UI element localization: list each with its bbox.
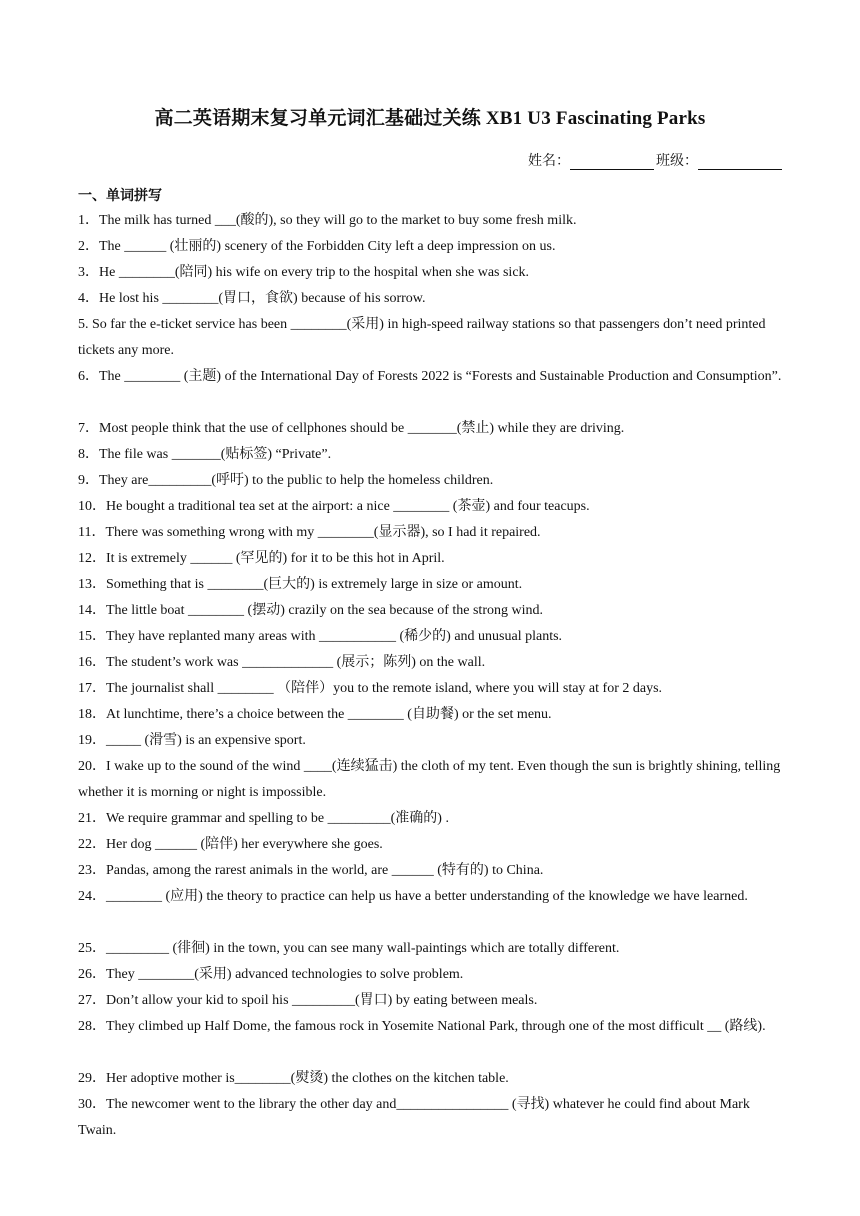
question-item: 4．He lost his ________(胃口，食欲) because of his sorrow.: [78, 291, 426, 306]
question-item: 25．_________ (徘徊) in the town, you can see many wall-paintings which are totally different.: [78, 941, 620, 956]
question-item: 14．The little boat ________ (摆动) crazily on the sea because of the strong wind.: [78, 603, 543, 618]
question-item: 12．It is extremely ______ (罕见的) for it to be this hot in April.: [78, 551, 445, 566]
question-item: 7．Most people think that the use of cellphones should be _______(禁止) while they are driving.: [78, 421, 625, 436]
question-item: 30．The newcomer went to the library the other day and________________ (寻找) whatever he could find about Mark Twain.: [78, 1097, 750, 1138]
question-item: 2．The ______ (壮丽的) scenery of the Forbidden City left a deep impression on us.: [78, 239, 556, 254]
question-item: 11．There was something wrong with my ________(显示器), so I had it repaired.: [78, 525, 541, 540]
section-title: 一、单词拼写: [78, 189, 162, 204]
class-label: 班级：: [656, 154, 698, 169]
question-item: 19．_____ (滑雪) is an expensive sport.: [78, 733, 306, 748]
question-item: 24．________ (应用) the theory to practice can help us have a better understanding of the knowledge we have learned.: [78, 889, 748, 904]
question-item: 8．The file was _______(贴标签) “Private”.: [78, 447, 332, 462]
question-item: 10．He bought a traditional tea set at the airport: a nice ________ (茶壶) and four teacups.: [78, 499, 590, 514]
question-item: 26．They ________(采用) advanced technologies to solve problem.: [78, 967, 464, 982]
question-item: 18．At lunchtime, there’s a choice between the ________ (自助餐) or the set menu.: [78, 707, 552, 722]
question-item: 3．He ________(陪同) his wife on every trip to the hospital when she was sick.: [78, 265, 530, 280]
question-item: 1．The milk has turned ___(酸的), so they will go to the market to buy some fresh milk.: [78, 213, 577, 228]
question-item: 6．The ________ (主题) of the International Day of Forests 2022 is “Forests and Sustainable Production and Consumption”.: [78, 369, 782, 384]
name-blank[interactable]: [570, 155, 654, 170]
question-item: 20．I wake up to the sound of the wind ____(连续猛击) the cloth of my tent. Even though the sun is brightly shining, telling whether it is morning or night is impossible.: [78, 759, 781, 800]
question-item: 29．Her adoptive mother is________(熨烫) the clothes on the kitchen table.: [78, 1071, 509, 1086]
question-item: 27．Don’t allow your kid to spoil his _________(胃口) by eating between meals.: [78, 993, 538, 1008]
page-title: 高二英语期末复习单元词汇基础过关练 XB1 U3 Fascinating Parks: [154, 108, 706, 129]
question-item: 9．They are_________(呼吁) to the public to help the homeless children.: [78, 473, 494, 488]
name-label: 姓名：: [528, 154, 570, 169]
question-item: 16．The student’s work was _____________ (展示；陈列) on the wall.: [78, 655, 486, 670]
question-item: 15．They have replanted many areas with ___________ (稀少的) and unusual plants.: [78, 629, 563, 644]
question-item: 17．The journalist shall ________ （陪伴）you to the remote island, where you will stay at for 2 days.: [78, 681, 663, 696]
question-item: 23．Pandas, among the rarest animals in the world, are ______ (特有的) to China.: [78, 863, 544, 878]
question-item: 22．Her dog ______ (陪伴) her everywhere she goes.: [78, 837, 383, 852]
question-item: 5. So far the e-ticket service has been ________(采用) in high-speed railway stations so that passengers don’t need printed tickets any more.: [78, 317, 766, 358]
question-item: 28．They climbed up Half Dome, the famous rock in Yosemite National Park, through one of the most difficult __ (路线).: [78, 1019, 766, 1034]
question-item: 21．We require grammar and spelling to be _________(准确的) .: [78, 811, 449, 826]
name-class-bar: [528, 150, 784, 170]
question-item: 13．Something that is ________(巨大的) is extremely large in size or amount.: [78, 577, 523, 592]
class-blank[interactable]: [698, 155, 782, 170]
